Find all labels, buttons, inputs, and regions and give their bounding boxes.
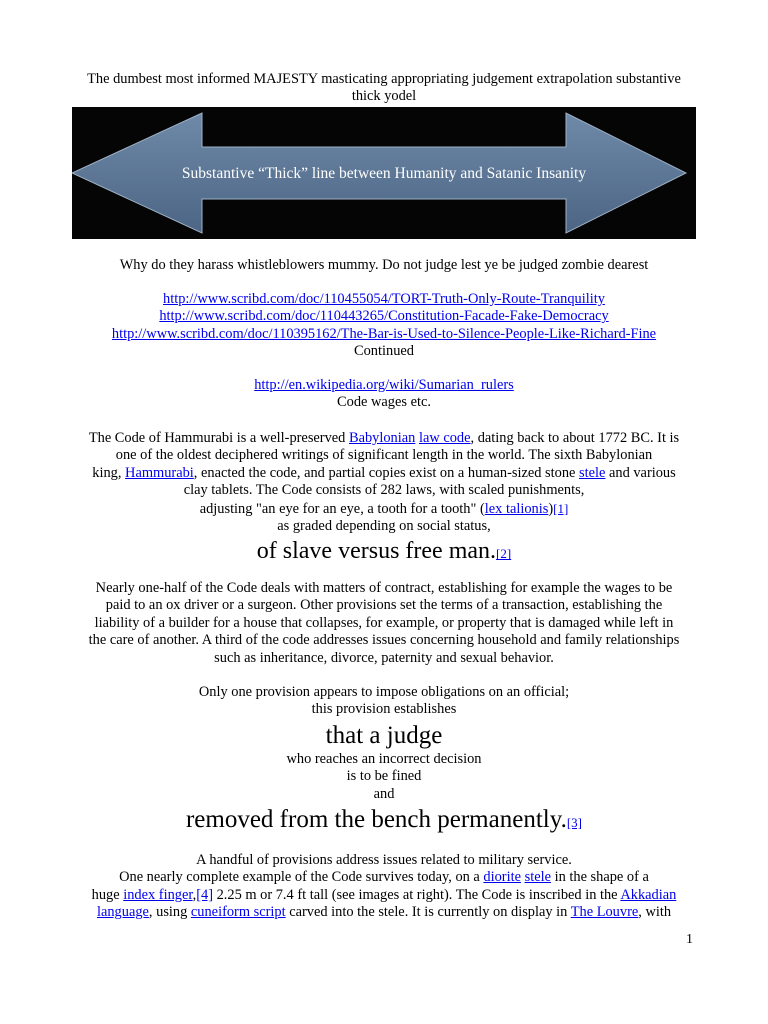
- intro-text: Why do they harass whistleblowers mummy. Do not judge lest ye be judged zombie dearest: [119, 257, 649, 273]
- text-line: as graded depending on social status,: [277, 518, 491, 535]
- text-run: king,: [92, 464, 126, 481]
- reference-1-link[interactable]: [1]: [553, 500, 569, 516]
- text-run: , dating back to about 1772 BC. It is: [470, 430, 680, 446]
- contract-paragraph: [56, 580, 712, 667]
- text-line: one of the oldest deciphered writings of significant length in the world. The sixth Babylonian: [115, 447, 653, 464]
- law-code-link[interactable]: law code: [418, 430, 471, 446]
- text-run: adjusting "an eye for an eye, a tooth for a tooth" (: [199, 500, 485, 517]
- reference-3-link[interactable]: [3]: [566, 815, 583, 831]
- text-line: paid to an ox driver or a surgeon. Other provisions set the terms of a transaction, establishing the: [105, 597, 663, 614]
- page-heading: [60, 71, 708, 106]
- text-run: carved into the stele. It is currently on display in: [285, 904, 571, 921]
- text-run: One nearly complete example of the Code survives today, on a: [119, 869, 484, 886]
- index-finger-link[interactable]: index finger: [123, 886, 193, 903]
- text-line: the care of another. A third of the code addresses issues concerning household and family relationships: [88, 632, 680, 649]
- stele-paragraph: [58, 852, 710, 922]
- hammurabi-paragraph: [58, 430, 710, 568]
- scribd-link-constitution[interactable]: http://www.scribd.com/doc/110443265/Constitution-Facade-Fake-Democracy: [159, 308, 609, 325]
- text-line: and: [373, 785, 395, 802]
- text-run: 2.25 m or 7.4 ft tall (see images at right). The Code is inscribed in the: [212, 886, 621, 903]
- stele-link[interactable]: stele: [579, 464, 606, 481]
- double-arrow-graphic: [72, 107, 696, 239]
- text-line: who reaches an incorrect decision: [286, 750, 482, 767]
- scribd-link-bar[interactable]: http://www.scribd.com/doc/110395162/The-Bar-is-Used-to-Silence-People-Like-Richard-Fine: [111, 325, 657, 342]
- lex-talionis-link[interactable]: lex talionis: [484, 500, 549, 517]
- text-run: huge: [91, 886, 124, 903]
- text-run: ): [548, 500, 554, 517]
- text-line: liability of a builder for a house that collapses, for example, or property that is damaged while left in: [94, 614, 674, 631]
- arrow-banner: [72, 107, 696, 239]
- large-text-removed: removed from the bench permanently.: [185, 806, 567, 834]
- judge-paragraph: [60, 684, 708, 838]
- large-text-judge: that a judge: [325, 721, 443, 749]
- heading-line-2: thick yodel: [351, 88, 417, 105]
- language-link[interactable]: language: [96, 904, 149, 921]
- text-run: in the shape of a: [550, 869, 649, 886]
- louvre-link[interactable]: The Louvre: [570, 904, 639, 921]
- text-line: clay tablets. The Code consists of 282 laws, with scaled punishments,: [183, 482, 585, 499]
- text-line: Nearly one-half of the Code deals with matters of contract, establishing for example the wages to be: [95, 580, 673, 596]
- text-run: , with: [638, 904, 672, 921]
- banner-text: Substantive “Thick” line between Humanity and Satanic Insanity: [181, 165, 587, 182]
- babylonian-link[interactable]: Babylonian: [348, 430, 416, 446]
- reference-2-link[interactable]: [2]: [496, 546, 512, 562]
- code-wages-label: Code wages etc.: [337, 394, 431, 411]
- text-run: , enacted the code, and partial copies exist on a human-sized stone: [193, 464, 580, 481]
- large-text-slave: of slave versus free man.: [256, 538, 497, 565]
- text-line: such as inheritance, divorce, paternity and sexual behavior.: [214, 649, 554, 666]
- text-line: Only one provision appears to impose obligations on an official;: [198, 684, 570, 700]
- link-list: [60, 291, 708, 361]
- cuneiform-link[interactable]: cuneiform script: [190, 904, 286, 921]
- diorite-link[interactable]: diorite: [483, 869, 521, 886]
- akkadian-link[interactable]: Akkadian: [620, 886, 677, 903]
- wiki-block: [60, 377, 708, 412]
- text-run: , using: [148, 904, 191, 921]
- scribd-link-tort[interactable]: http://www.scribd.com/doc/110455054/TORT-Truth-Only-Route-Tranquility: [163, 291, 605, 307]
- text-line: A handful of provisions address issues related to military service.: [196, 852, 572, 868]
- text-line: this provision establishes: [311, 701, 457, 718]
- text-run: The Code of Hammurabi is a well-preserved: [88, 430, 349, 446]
- text-run: and various: [605, 464, 676, 481]
- hammurabi-link[interactable]: Hammurabi: [125, 464, 194, 481]
- page-number: 1: [686, 932, 693, 947]
- continued-label: Continued: [354, 343, 414, 360]
- text-run: ,: [192, 886, 197, 903]
- text-line: is to be fined: [346, 768, 422, 785]
- heading-line-1: The dumbest most informed MAJESTY masticating appropriating judgement extrapolation substantive: [87, 71, 681, 87]
- reference-4-link[interactable]: [4]: [196, 886, 213, 903]
- wikipedia-link[interactable]: http://en.wikipedia.org/wiki/Sumarian_rulers: [254, 377, 514, 393]
- stele-link-2[interactable]: stele: [524, 869, 551, 886]
